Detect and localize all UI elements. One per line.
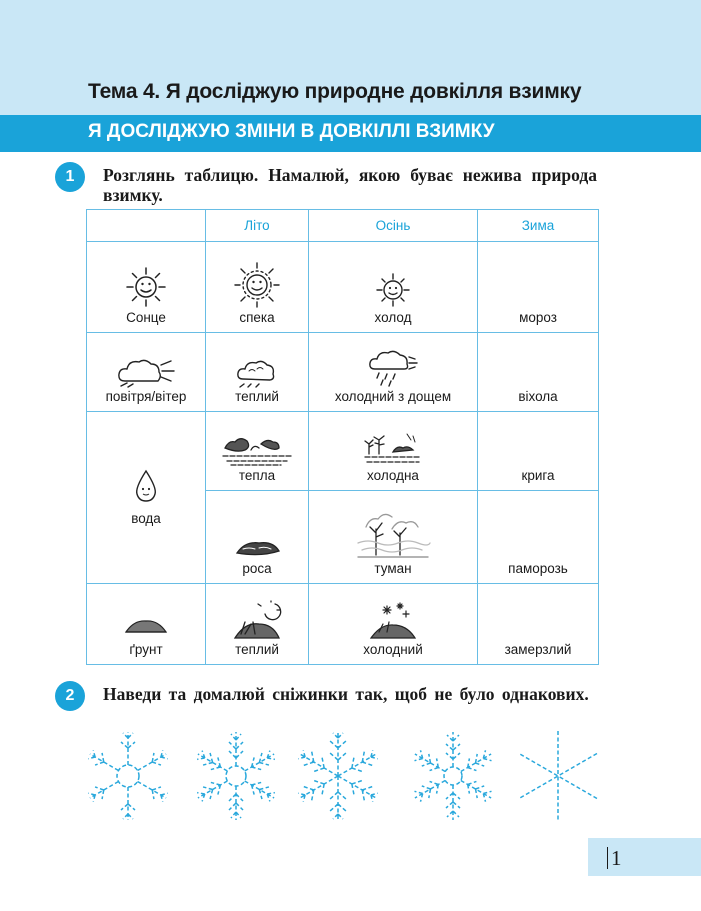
page-number: 1	[607, 847, 622, 869]
table-corner-cell	[87, 210, 206, 242]
subject-label: вода	[131, 511, 161, 526]
dew-icon	[233, 537, 281, 561]
warm-water-icon	[221, 432, 293, 468]
table-cell	[309, 333, 478, 412]
table-cell-empty	[478, 491, 599, 584]
cell-label: спека	[239, 310, 275, 325]
snowflake-icon[interactable]	[190, 728, 282, 824]
table-cell-empty	[478, 242, 599, 333]
section-title: Я ДОСЛІДЖУЮ ЗМІНИ В ДОВКІЛЛІ ВЗИМКУ	[88, 121, 495, 142]
table-cell	[309, 491, 478, 584]
season-autumn: Осінь	[309, 210, 478, 242]
cold-soil-icon	[367, 602, 419, 642]
subject-cell	[87, 412, 206, 584]
page-number-box	[588, 838, 701, 876]
cloud-wind-icon	[115, 353, 177, 389]
task-1-text: Розглянь таблицю. Намалюй, якою буває нежива природа взимку.	[103, 165, 597, 205]
table-cell-empty	[478, 584, 599, 665]
cell-label: паморозь	[508, 561, 568, 576]
water-drop-icon	[134, 469, 158, 503]
topic-title: Тема 4. Я досліджую природне довкілля взимку	[88, 80, 582, 103]
nature-table	[86, 209, 599, 665]
snowflake-icon[interactable]	[292, 728, 384, 824]
cell-label: роса	[242, 561, 272, 576]
season-summer: Літо	[206, 210, 309, 242]
cell-label: теплий	[235, 642, 279, 657]
cell-label: холодний з дощем	[334, 389, 452, 404]
cell-label: замерзлий	[504, 642, 572, 657]
hot-sun-icon	[230, 260, 284, 310]
cell-label: віхола	[518, 389, 558, 404]
table-header-row	[87, 210, 599, 242]
sun-icon	[123, 264, 169, 310]
subject-label: Сонце	[126, 310, 166, 325]
table-cell	[309, 584, 478, 665]
cell-label: крига	[521, 468, 555, 483]
table-cell	[206, 491, 309, 584]
cell-label: теплий	[235, 389, 279, 404]
subject-cell	[87, 584, 206, 665]
task-number-badge: 1	[55, 162, 85, 192]
soil-icon	[124, 616, 168, 636]
task-2-text: Наведи та домалюй сніжинки так, щоб не було однакових.	[103, 684, 589, 704]
cell-label: туман	[374, 561, 412, 576]
table-cell-empty	[478, 412, 599, 491]
cell-label: холод	[374, 310, 412, 325]
season-winter: Зима	[478, 210, 599, 242]
cell-label: мороз	[519, 310, 557, 325]
table-cell	[206, 412, 309, 491]
table-row-water	[87, 412, 599, 491]
subject-cell	[87, 333, 206, 412]
cold-sun-icon	[373, 270, 413, 310]
table-cell	[206, 242, 309, 333]
table-cell	[206, 584, 309, 665]
table-cell	[309, 242, 478, 333]
section-bar	[0, 115, 701, 152]
table-cell	[309, 412, 478, 491]
table-row-air	[87, 333, 599, 412]
warm-wind-icon	[235, 355, 279, 389]
table-row-soil	[87, 584, 599, 665]
cell-label: холодна	[367, 468, 419, 483]
table-cell	[206, 333, 309, 412]
fog-icon	[354, 505, 432, 561]
subject-label: повітря/вітер	[105, 389, 187, 404]
table-cell-empty	[478, 333, 599, 412]
snowflake-icon[interactable]	[407, 728, 499, 824]
subject-cell	[87, 242, 206, 333]
snowflake-icon[interactable]	[82, 728, 174, 824]
rain-cloud-icon	[367, 347, 419, 389]
subject-label: ґрунт	[129, 642, 163, 657]
snowflake-icon[interactable]	[512, 728, 604, 824]
warm-soil-icon	[231, 600, 283, 642]
table-row-sun	[87, 242, 599, 333]
cold-water-icon	[363, 428, 423, 468]
task-number-badge: 2	[55, 681, 85, 711]
cell-label: холодний	[363, 642, 423, 657]
cell-label: тепла	[238, 468, 276, 483]
